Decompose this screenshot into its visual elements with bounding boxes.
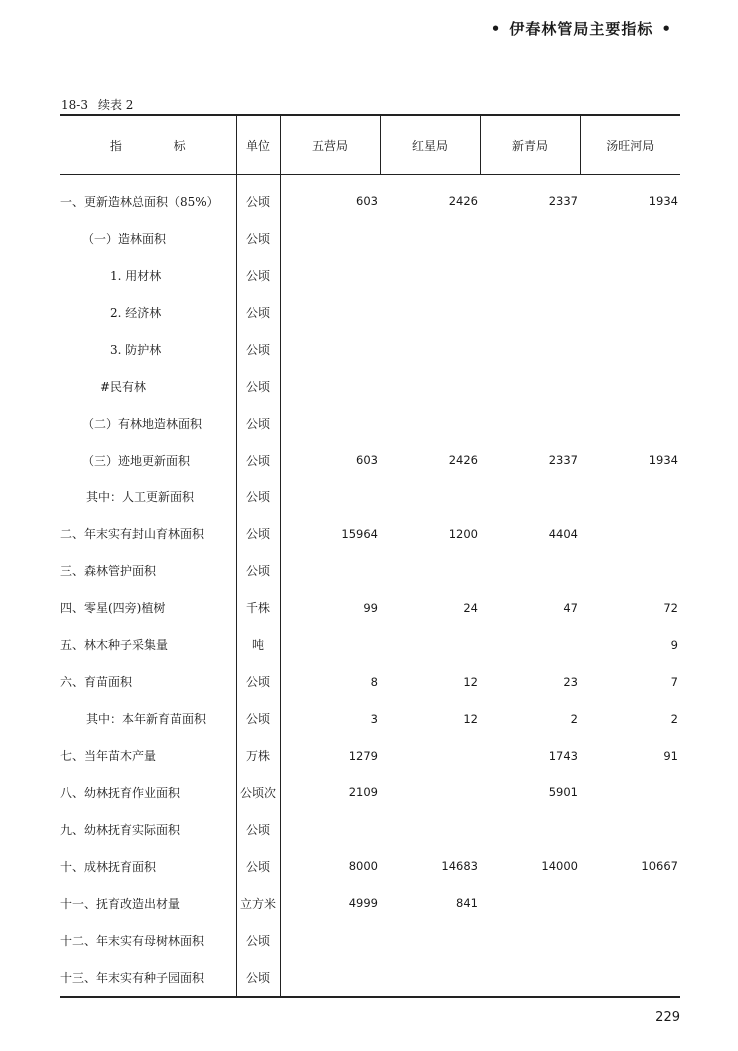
table-row — [60, 700, 680, 737]
row-value: 14000 — [541, 859, 578, 874]
row-value — [280, 479, 380, 516]
row-indicator-label: （二）有林地造林面积 — [82, 416, 203, 431]
row-value: 841 — [456, 896, 478, 911]
table-row — [60, 257, 680, 294]
row-value: 2426 — [448, 194, 478, 209]
row-value: 2 — [670, 711, 678, 726]
row-value: 1279 — [348, 748, 378, 763]
table-row — [60, 589, 680, 626]
row-value — [580, 811, 680, 848]
table-row — [60, 331, 680, 368]
row-value: 2337 — [548, 194, 578, 209]
row-indicator-label: 其中：本年新育苗面积 — [86, 712, 207, 727]
row-indicator-label: 十一、抚育改造出材量 — [60, 896, 181, 911]
row-unit: 千株 — [236, 589, 280, 626]
table-row — [60, 220, 680, 257]
table-row — [60, 405, 680, 442]
table-row — [60, 959, 680, 997]
row-indicator-label: 四、零星(四旁)植树 — [60, 601, 166, 616]
row-unit: 公顷 — [236, 331, 280, 368]
row-value — [480, 885, 580, 922]
row-unit: 公顷 — [236, 257, 280, 294]
row-indicator-label: 七、当年苗木产量 — [60, 749, 157, 764]
row-unit: 万株 — [236, 737, 280, 774]
row-value — [380, 737, 480, 774]
row-value — [580, 331, 680, 368]
row-indicator-label: （一）造林面积 — [82, 231, 167, 246]
row-unit: 立方米 — [236, 885, 280, 922]
row-unit: 公顷 — [236, 811, 280, 848]
row-value — [380, 479, 480, 516]
running-header — [483, 18, 680, 39]
row-indicator-label: 其中：人工更新面积 — [86, 490, 195, 505]
row-value — [480, 405, 580, 442]
row-value: 4404 — [548, 526, 578, 541]
table-row — [60, 663, 680, 700]
row-value — [280, 922, 380, 959]
row-unit: 公顷 — [236, 479, 280, 516]
row-value: 603 — [356, 453, 378, 468]
row-value: 2109 — [348, 785, 378, 800]
statistics-table — [60, 114, 680, 998]
row-indicator-label: 1. 用材林 — [110, 268, 162, 283]
table-row — [60, 774, 680, 811]
column-header-unit: 单位 — [236, 115, 280, 175]
row-value — [380, 405, 480, 442]
bullet-right: • — [661, 20, 672, 38]
row-value — [380, 811, 480, 848]
table-header-row — [60, 115, 680, 175]
table-row — [60, 294, 680, 331]
row-value — [380, 331, 480, 368]
row-value — [280, 257, 380, 294]
row-value — [280, 811, 380, 848]
row-value — [480, 294, 580, 331]
row-value: 91 — [663, 748, 678, 763]
row-unit: 公顷 — [236, 848, 280, 885]
row-unit: 公顷 — [236, 663, 280, 700]
row-value: 8 — [370, 674, 378, 689]
row-value — [380, 959, 480, 997]
row-value — [280, 959, 380, 997]
row-value: 5901 — [548, 785, 578, 800]
row-value — [280, 405, 380, 442]
row-unit: 公顷 — [236, 922, 280, 959]
row-value: 47 — [563, 600, 578, 615]
row-unit: 公顷 — [236, 175, 280, 220]
table-row — [60, 922, 680, 959]
row-unit: 公顷 — [236, 405, 280, 442]
table-row — [60, 552, 680, 589]
table-code: 18-3 — [61, 98, 88, 112]
row-value: 8000 — [348, 859, 378, 874]
row-value — [580, 479, 680, 516]
row-indicator-label: 五、林木种子采集量 — [60, 638, 169, 653]
row-value — [380, 220, 480, 257]
row-indicator-label: #民有林 — [100, 379, 147, 394]
row-value: 12 — [463, 711, 478, 726]
row-indicator-label: 十、成林抚育面积 — [60, 859, 157, 874]
table-row — [60, 848, 680, 885]
row-unit: 公顷 — [236, 294, 280, 331]
row-indicator-label: 六、育苗面积 — [60, 675, 133, 690]
row-value: 9 — [670, 637, 678, 652]
table-row — [60, 885, 680, 922]
row-value: 24 — [463, 600, 478, 615]
row-value: 2337 — [548, 453, 578, 468]
row-indicator-label: 二、年末实有封山育林面积 — [60, 527, 205, 542]
row-value — [580, 220, 680, 257]
row-indicator-label: 九、幼林抚育实际面积 — [60, 822, 181, 837]
row-indicator-label: 3. 防护林 — [110, 342, 162, 357]
row-value: 3 — [370, 711, 378, 726]
table-row — [60, 515, 680, 552]
row-value: 2426 — [448, 453, 478, 468]
row-value: 12 — [463, 674, 478, 689]
table-row — [60, 442, 680, 479]
row-value — [580, 885, 680, 922]
table-row — [60, 811, 680, 848]
column-header-indicator: 指 标 — [60, 115, 236, 175]
row-unit: 公顷 — [236, 959, 280, 997]
row-value: 1743 — [548, 748, 578, 763]
row-indicator-label: 2. 经济林 — [110, 305, 162, 320]
row-unit: 公顷 — [236, 552, 280, 589]
row-value: 23 — [563, 674, 578, 689]
row-value: 1200 — [448, 526, 478, 541]
row-value — [480, 959, 580, 997]
row-value — [580, 294, 680, 331]
row-value — [380, 257, 480, 294]
bullet-left: • — [490, 20, 502, 38]
row-indicator-label: 十三、年末实有种子园面积 — [60, 959, 236, 997]
row-unit: 公顷 — [236, 515, 280, 552]
row-value: 1934 — [648, 194, 678, 209]
row-value — [480, 257, 580, 294]
row-unit: 公顷次 — [236, 774, 280, 811]
row-value — [380, 368, 480, 405]
row-value — [580, 774, 680, 811]
row-value — [580, 515, 680, 552]
row-value — [480, 479, 580, 516]
row-value — [580, 552, 680, 589]
row-value — [480, 922, 580, 959]
header-title-text: 伊春林管局主要指标 — [509, 20, 654, 38]
row-indicator-label: （三）迹地更新面积 — [82, 453, 191, 468]
row-value — [280, 331, 380, 368]
row-value — [280, 294, 380, 331]
row-value — [380, 294, 480, 331]
row-value — [580, 405, 680, 442]
row-unit: 公顷 — [236, 368, 280, 405]
table-caption — [61, 96, 143, 113]
row-unit: 公顷 — [236, 442, 280, 479]
table-row — [60, 479, 680, 516]
row-value: 99 — [363, 600, 378, 615]
column-header-bureau: 红星局 — [380, 115, 480, 175]
row-value: 1934 — [648, 453, 678, 468]
row-value: 2 — [570, 711, 578, 726]
table-row — [60, 626, 680, 663]
row-indicator-label: 三、森林管护面积 — [60, 564, 157, 579]
row-value — [580, 368, 680, 405]
row-value — [580, 257, 680, 294]
row-value — [480, 552, 580, 589]
row-value — [380, 552, 480, 589]
row-value — [280, 368, 380, 405]
row-value — [380, 774, 480, 811]
row-value: 603 — [356, 194, 378, 209]
row-value: 72 — [663, 600, 678, 615]
row-value — [280, 220, 380, 257]
row-unit: 吨 — [236, 626, 280, 663]
row-value — [580, 959, 680, 997]
row-indicator-label: 一、更新造林总面积（85%） — [60, 194, 219, 209]
table-row — [60, 737, 680, 774]
row-indicator-label: 八、幼林抚育作业面积 — [60, 785, 181, 800]
row-unit: 公顷 — [236, 220, 280, 257]
table-row — [60, 368, 680, 405]
table-body — [60, 175, 680, 997]
row-unit: 公顷 — [236, 700, 280, 737]
column-header-bureau: 新青局 — [480, 115, 580, 175]
column-header-bureau: 汤旺河局 — [580, 115, 680, 175]
row-value: 7 — [670, 674, 678, 689]
row-value — [580, 922, 680, 959]
row-value — [480, 331, 580, 368]
page-number: 229 — [655, 1010, 680, 1025]
row-value — [480, 368, 580, 405]
row-value: 10667 — [641, 859, 678, 874]
column-header-bureau: 五营局 — [280, 115, 380, 175]
row-value — [280, 626, 380, 663]
row-value: 4999 — [348, 896, 378, 911]
row-indicator-label: 十二、年末实有母树林面积 — [60, 933, 205, 948]
row-value — [280, 552, 380, 589]
row-value — [480, 626, 580, 663]
row-value: 15964 — [341, 526, 378, 541]
row-value — [380, 922, 480, 959]
table-row — [60, 175, 680, 220]
row-value — [380, 626, 480, 663]
row-value: 14683 — [441, 859, 478, 874]
row-value — [480, 220, 580, 257]
table-caption-text: 续表 2 — [97, 98, 134, 112]
row-value — [480, 811, 580, 848]
